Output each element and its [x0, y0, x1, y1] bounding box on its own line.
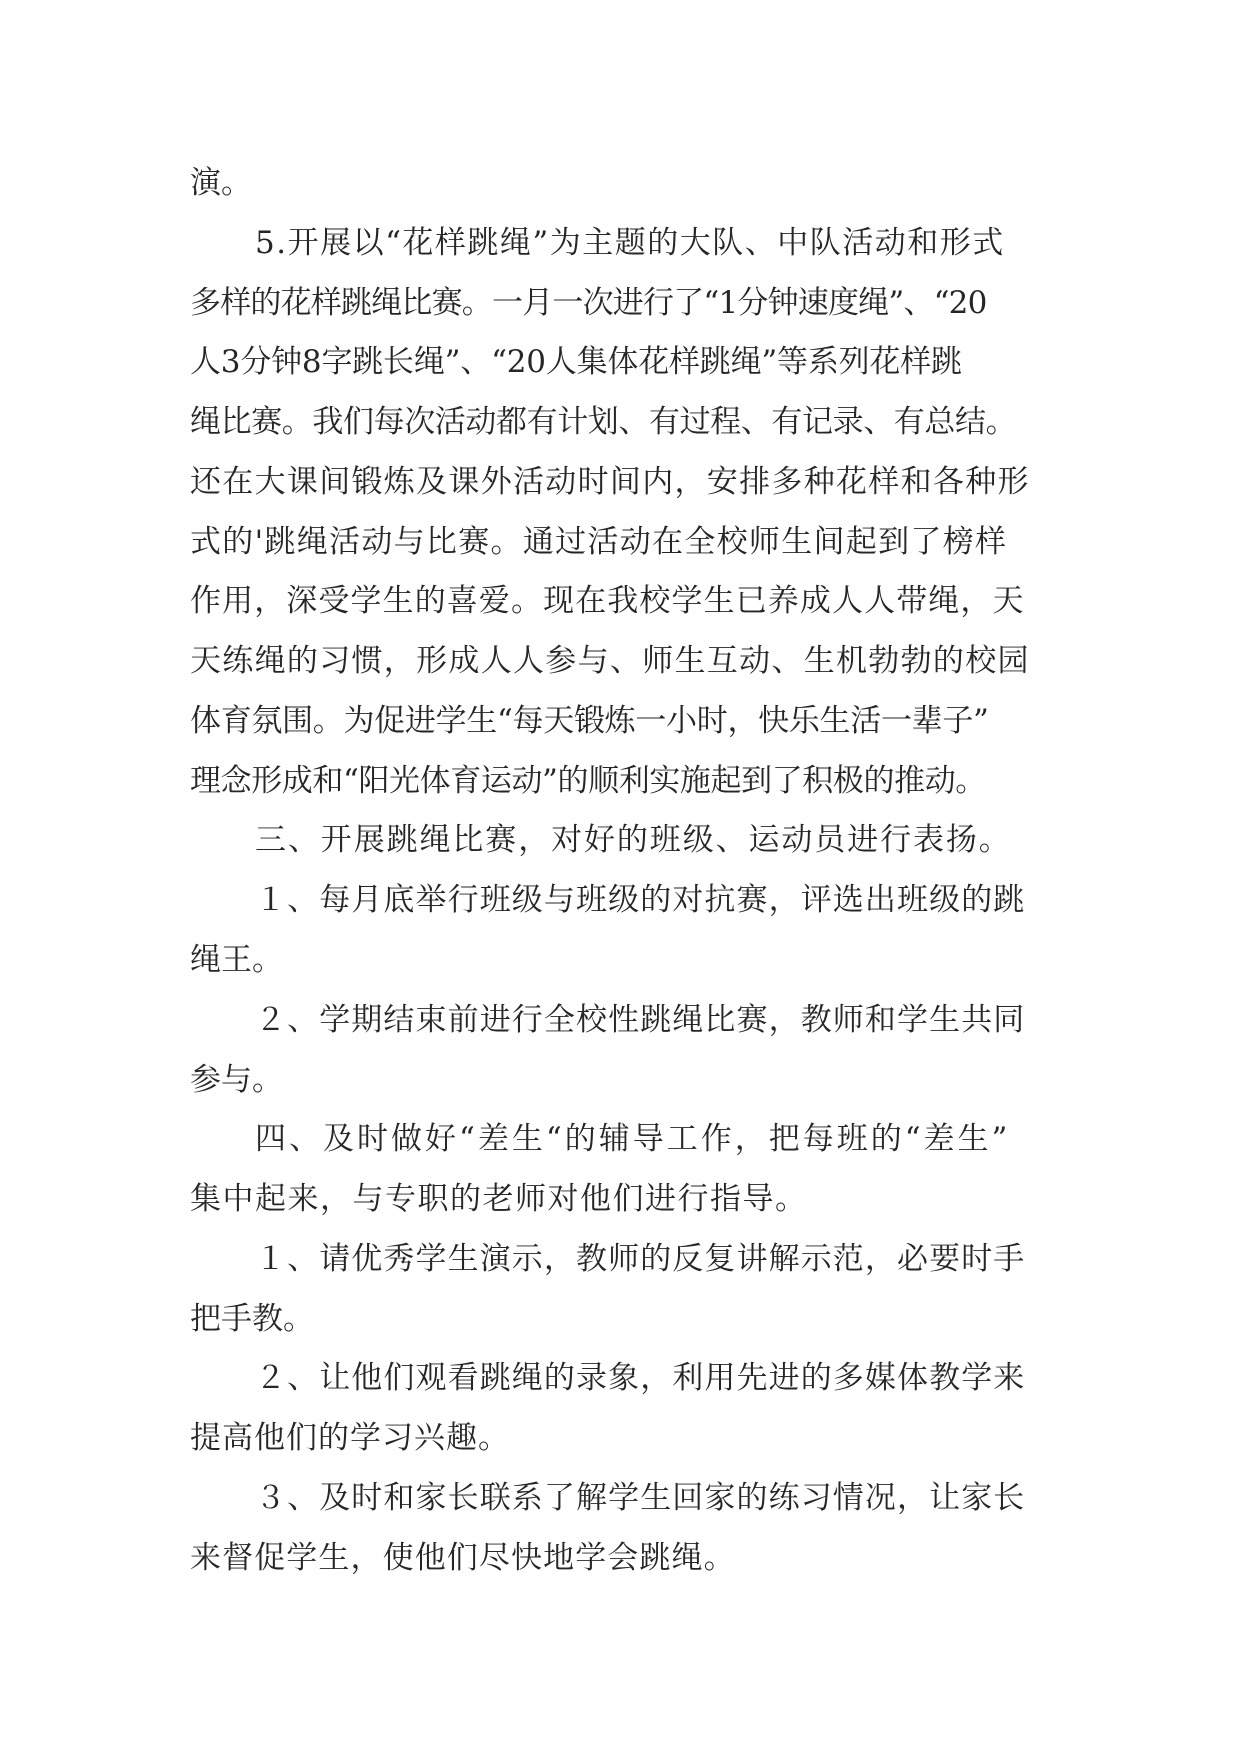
text-line: １、每月底举行班级与班级的对抗赛，评选出班级的跳: [255, 882, 1026, 918]
text-line: 绳比赛。我们每次活动都有计划、有过程、有记录、有总结。: [190, 404, 1017, 440]
text-line: 演。: [190, 165, 252, 201]
text-line: 理念形成和“阳光体育运动”的顺利实施起到了积极的推动。: [190, 763, 986, 799]
text-line: 5.开展以“花样跳绳”为主题的大队、中队活动和形式: [255, 225, 1005, 261]
text-line: 人3分钟8字跳长绳”、“20人集体花样跳绳”等系列花样跳: [190, 344, 962, 380]
text-line: 体育氛围。为促进学生“每天锻炼一小时，快乐生活一辈子”: [190, 703, 989, 739]
text-line: 参与。: [190, 1062, 283, 1098]
text-line: 多样的花样跳绳比赛。一月一次进行了“1分钟速度绳”、“20: [190, 285, 987, 321]
text-line: 作用，深受学生的喜爱。现在我校学生已养成人人带绳，天: [190, 583, 1025, 619]
text-line: 把手教。: [190, 1301, 314, 1337]
text-line: １、请优秀学生演示，教师的反复讲解示范，必要时手: [255, 1241, 1026, 1277]
text-line: ２、让他们观看跳绳的录象，利用先进的多媒体教学来: [255, 1360, 1026, 1396]
text-line: 来督促学生，使他们尽快地学会跳绳。: [190, 1540, 736, 1576]
text-line: 式的'跳绳活动与比赛。通过活动在全校师生间起到了榜样: [190, 524, 1008, 560]
text-line: 三、开展跳绳比赛，对好的班级、运动员进行表扬。: [255, 822, 1012, 858]
text-line: ２、学期结束前进行全校性跳绳比赛，教师和学生共同: [255, 1002, 1026, 1038]
text-line: 天练绳的习惯，形成人人参与、师生互动、生机勃勃的校园: [190, 643, 1030, 679]
text-line: 提高他们的学习兴趣。: [190, 1420, 510, 1456]
text-line: 四、及时做好“差生“的辅导工作，把每班的“差生”: [255, 1121, 1011, 1157]
text-line: 还在大课间锻炼及课外活动时间内，安排多种花样和各种形: [190, 464, 1030, 500]
text-line: 集中起来，与专职的老师对他们进行指导。: [190, 1181, 808, 1217]
text-line: 绳王。: [190, 942, 283, 978]
text-line: ３、及时和家长联系了解学生回家的练习情况，让家长: [255, 1480, 1026, 1516]
